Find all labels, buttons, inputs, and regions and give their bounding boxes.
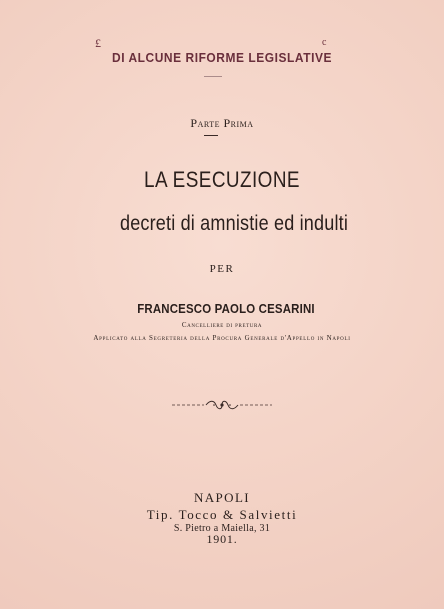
author-role-2: Applicato alla Segreteria della Procura Generale d'Appello in Napoli [93, 334, 351, 342]
series-underline [204, 76, 222, 77]
part-rule [204, 135, 218, 136]
main-title: LA ESECUZIONE [144, 167, 300, 192]
decorative-ornament [170, 398, 274, 412]
imprint-address: S. Pietro a Maiella, 31 [173, 523, 271, 534]
handwritten-mark-left: £ [95, 36, 101, 50]
per-label: PER [209, 263, 235, 275]
imprint-place: NAPOLI [193, 490, 251, 505]
handwritten-mark-right: c [322, 37, 327, 48]
series-title: DI ALCUNE RIFORME LEGISLATIVE [112, 50, 332, 65]
part-label: Parte Prima [190, 116, 254, 130]
author-role-1: Cancelliere di pretura [181, 321, 263, 329]
subtitle: decreti di amnistie ed indulti [119, 212, 349, 235]
author-name: FRANCESCO PAOLO CESARINI [137, 301, 315, 316]
imprint-printer: Tip. Tocco & Salvietti [146, 507, 298, 522]
imprint-year: 1901. [206, 532, 238, 546]
